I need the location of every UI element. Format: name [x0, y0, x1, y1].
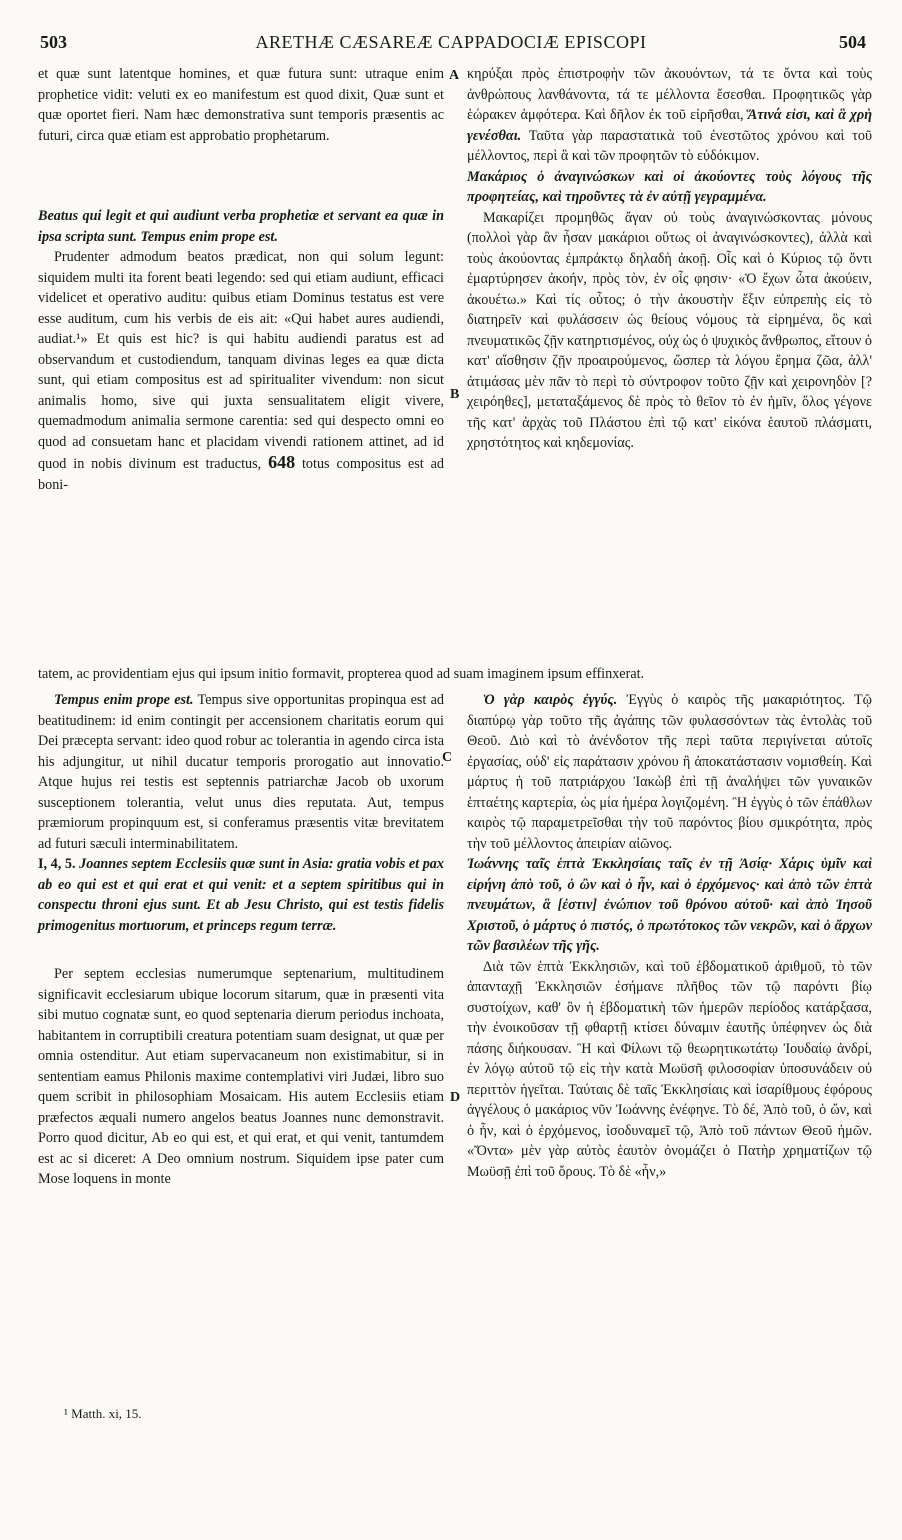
latin-paragraph-joannes — [38, 854, 444, 936]
latin-verse-reference: I, 4, 5. — [38, 856, 76, 872]
latin-lemma-tempus: Tempus enim prope est. — [54, 692, 194, 708]
greek-paragraph-kairos — [467, 690, 872, 854]
greek-column-top — [467, 64, 872, 454]
column-number: 648 — [268, 452, 296, 472]
margin-marker-d: D — [450, 1090, 461, 1105]
greek-paragraph-makarizei: Μακαρίζει προμηθῶς ἄγαν οὐ τοὺς ἀναγινώσκοντας μόνους (πολλοὶ γὰρ ἂν ἦσαν μακάριοι οὕτως οἱ ἀναγινώσκοντες), ἀλλὰ καὶ τοὺς ἀκούοντας ἐμπράκτῳ δηλαδὴ ἀκοῇ. Οἷς καὶ ὁ Κύριος τῷ ὄντι ἐμαρτύρησεν ἀκοήν, πρὸς τὸν, ἐν οἷς φησιν· «Ὁ ἔχων ὦτα ἀκούειν, ἀκουέτω.» Καὶ τίς οὗτος; ὁ τὴν ἀκουστὴν ἕξιν εὐπρεπὴς εἰς τὸ διατηρεῖν καὶ φυλάσσειν ὡς θείους νόμους τὰ εἰρημένα, ὃς καὶ πνευματικῶς ζῇν κατηρτισμένος, οὐχ ὡς ὁ ψυχικὸς ἄνθρωπος, εἴτουν ὁ κατ' αἴσθησιν ζῇν προαιρούμενος, ὥσπερ τὰ λόγου ἔρημα ζῶα, ἀλλ' ἀτιμάσας μὲν πᾶν τὸ περὶ τὸ σύντροφον τοῦτο ζῇν καὶ χειρονηδὸν [? χειρόηθες], μεταταξάμενος δὲ πρὸς τὸ θεῖον τὸ ἐν ἡμῖν, ὅλος γέγονε τῆς κατ' ἀρχὰς τοῦ Πλάστου ἐπὶ τῷ κατ' εἰκόνα ἑαυτοῦ πλάσματι, χρηστότητος καὶ κηδεμονίας. — [467, 209, 872, 451]
margin-marker-b: B — [450, 387, 460, 402]
latin-paragraph-prudenter-text: Prudenter admodum beatos prædicat, non qui solum legunt: siquidem multi ita forent beati legendo: sed qui etiam audiunt, efficaci videlicet et operativo auditu: quibus etiam Dominus testatus est vere esse auditum, cum his verbis de eis ait: «Qui habet aures audiendi, audiat.¹» Et quis est hic? is qui habitu audiendi paratus est ad observandum et custodiendum, tanquam divinas leges ea quæ dicta sunt, qui etiam compositus est ad spiritualiter vivendum: non sicut animalis homo, sive qui juxta sensualitatem eligit vivere, quemadmodum animalia sermone carentia: sed qui despecto omni eo quod ad consuetam hanc et placidam vivendi rationem attinet, ad id quod in nobis divinum est traductus, — [38, 249, 444, 472]
page-number-right: 504 — [839, 32, 866, 52]
latin-column-top — [38, 64, 444, 495]
greek-column-bottom — [467, 690, 872, 1182]
latin-lemma-joannes: Joannes septem Ecclesiis quæ sunt in Asia: gratia vobis et pax ab eo qui est et qui erat et qui venit: et a septem spiritibus qui in conspectu throni ejus sunt. Et ab Jesu Christo, qui est testis fidelis primogenitus mortuorum, et princeps regum terræ. — [38, 856, 444, 934]
latin-lemma-beatus: Beatus qui legit et qui audiunt verba prophetiæ et servant ea quæ in ipsa scripta sunt. Tempus enim prope est. — [38, 208, 444, 245]
margin-marker-c: C — [442, 750, 453, 765]
greek-quote-atina: Ἅτινά εἰσι, καὶ ἃ χρὴ γενέσθαι. — [467, 107, 872, 144]
greek-paragraph-1-end: Ταῦτα γὰρ παραστατικὰ τοῦ ἐνεστῶτος χρόνου καὶ τοῦ μέλλοντος, περὶ ἃ καὶ τῶν προφητῶν τὸ εὐδόκιμον. — [467, 127, 872, 164]
latin-paragraph-prudenter-end: totus compositus est ad boni- — [38, 456, 444, 493]
latin-paragraph-per-septem: Per septem ecclesias numerumque septenarium, multitudinem significavit ecclesiarum ubique locorum sitarum, quæ in præsenti vita sibi mutuo cognatæ sunt, eo quod septenaria dierum periodus inchoata, habitantem in corruptibili creatura potentiam suam designat, ut quæ per omnia ostenditur. Aut etiam supervacaneum non existimabitur, si in sententiam eamus Philonis maxime contemplativi viri Judæi, libro suo quem scribit in philosophiam Mosaicam. His autem Ecclesiis etiam præfectos æquali numero angelos beatus Joannes nunc demonstravit. Porro quod dicitur, Ab eo qui est, et qui erat, et qui venit, tantumdem est ac si diceret: A Deo omnium nostrum. Siquidem ipse pater cum Mose loquens in monte — [38, 966, 444, 1187]
latin-paragraph-tempus-text: Tempus sive opportunitas propinqua est ad beatitudinem: id enim contingit per accensionem charitatis eorum qui Dei præcepta servant: ideo quod robur ac tolerantia in agendo circa ista his adjungitur, ut nihil ducatur temporis prorogatio aut innovatio. Atque hujus rei testis est septennis patriarchæ Jacob ob uxorum susceptionem tolerantia, velut unus dies reputata. Aut, tempus præmiorum propinquum est, si conferamus præsentis vitæ brevitatem ad futuri sæculi interminabilitatem. — [38, 692, 444, 852]
latin-paragraph-tempus — [38, 690, 444, 854]
greek-paragraph-1-text: κηρύξαι πρὸς ἐπιστροφὴν τῶν ἀκουόντων, τά τε ὄντα καὶ τοὺς ἀνθρώπους λανθάνοντα, τά τε μέλλοντα ἔσεσθαι. Προφητικῶς γὰρ ἑώρακεν ἀμφότερα. Καὶ δῆλον ἐκ τοῦ εἰρῆσθαι, — [467, 66, 872, 123]
greek-paragraph-kairos-text: Ἐγγὺς ὁ καιρὸς τῆς μακαριότητος. Τῷ διαπύρῳ γὰρ τοῦτο τῆς ἀγάπης τῶν φυλασσόντων τὰς ἐντολὰς τοῦ Θεοῦ. Διὸ καὶ τὸ ἀνένδοτον τῆς περὶ ταῦτα περιγίνεται αὐτοῖς ἐργασίας, οὐδ' εἰς παράτασιν χρόνου ἢ ἀποκατάστασιν νομισθείη. Καὶ μάρτυς ἡ τοῦ πατριάρχου Ἰακὼβ ἐπὶ τῇ ἀναλήψει τῶν γυναικῶν ἑπταέτης καρτερία, ὡς μία ἡμέρα λογιζομένη. Ἢ ἐγγὺς ὁ τῶν ἐπάθλων καιρὸς τῷ παραμετρεῖσθαι τὴν τοῦ παρόντος βίου σμικρότητα, πρὸς τὴν τοῦ μέλλοντος ἀπειρίαν αἰῶνος. — [467, 692, 872, 852]
latin-column-bottom — [38, 690, 444, 1190]
greek-paragraph-1 — [467, 64, 872, 167]
greek-paragraph-dia: Διὰ τῶν ἑπτὰ Ἐκκλησιῶν, καὶ τοῦ ἑβδοματικοῦ ἀριθμοῦ, τὸ τῶν ἁπανταχῇ Ἐκκλησιῶν ἐσήμανε πλῆθος τῶν τῷ παρόντι βίῳ συστοίχων, καθ' ὃν ἡ ἑβδοματικὴ τῶν ἡμερῶν περίοδος κατάρξασα, τὴν ἐνοικοῦσαν τῇ φθαρτῇ κτίσει δύναμιν ἑαυτῆς ὑπέφηνεν ὡς διὰ πάσης διήκουσαν. Ἢ καὶ Φίλωνι τῷ θεωρητικωτάτῳ Ἰουδαίῳ ἀνδρί, ἐν λόγῳ αὐτοῦ τῷ εἰς τὴν κατὰ Μωϋσῆ φιλοσοφίαν ὑποσυνάδειν οὐ περιττὸν ἡγεῖται. Ταύταις δὲ ταῖς Ἐκκλησίαις καὶ ἰσαρίθμους ἐφόρους ἀγγέλους ὁ μακάριος νῦν Ἰωάννης ἐνέφηνε. Τὸ δέ, Ἀπὸ τοῦ, ὁ ὤν, καὶ ὁ ἦν, καὶ ὁ ἐρχόμενος, ἰσοδυναμεῖ τῷ, Ἀπὸ τοῦ πάντων Θεοῦ ἡμῶν. «Ὄντα» μὲν γὰρ αὐτὸς ἑαυτὸν ὀνομάζει ὁ Πατὴρ χρηματίζων τῷ Μωϋσῇ ἐπὶ τοῦ ὄρους. Τὸ δὲ «ἦν,» — [467, 958, 872, 1180]
page-header — [0, 20, 902, 60]
page-number-left: 503 — [40, 32, 67, 52]
greek-lemma-kairos: Ὁ γὰρ καιρὸς ἐγγύς. — [483, 692, 618, 708]
footnote: ¹ Matth. xi, 15. — [64, 1406, 142, 1421]
running-title: ARETHÆ CÆSAREÆ CAPPADOCIÆ EPISCOPI — [255, 32, 647, 52]
greek-lemma-ioannes: Ἰωάννης ταῖς ἑπτὰ Ἐκκλησίαις ταῖς ἐν τῇ Ἀσίᾳ· Χάρις ὑμῖν καὶ εἰρήνη ἀπὸ τοῦ, ὁ ὢν καὶ ὁ ἦν, καὶ ὁ ἐρχόμενος· καὶ ἀπὸ τῶν ἑπτὰ πνευμάτων, ἃ [ἐστιν] ἐνώπιον τοῦ θρόνου αὐτοῦ· καὶ ἀπὸ Ἰησοῦ Χριστοῦ, ὁ μάρτυς ὁ πιστός, ὁ πρωτότοκος τῶν νεκρῶν, καὶ ὁ ἄρχων τῶν βασιλέων τῆς γῆς. — [467, 856, 872, 954]
greek-lemma-makarios: Μακάριος ὁ ἀναγινώσκων καὶ οἱ ἀκούοντες τοὺς λόγους τῆς προφητείας, καὶ τηροῦντες τὰ ἐν αὐτῇ γεγραμμένα. — [467, 168, 872, 205]
latin-paragraph-1: et quæ sunt latentque homines, et quæ futura sunt: utraque enim prophetice vidit: veluti ex eo manifestum est quod dixit, Quæ sunt et quæ oportet fieri. Nam hæc demonstrativa sunt temporis præsentis ac futuri, circa quæ etiam est approbatio prophetarum. — [38, 66, 444, 144]
latin-paragraph-prudenter — [38, 247, 444, 495]
full-width-line: tatem, ac providentiam ejus qui ipsum initio formavit, propterea quod ad suam imaginem ipsum effinxerat. — [38, 666, 645, 682]
margin-marker-a: A — [449, 68, 460, 83]
